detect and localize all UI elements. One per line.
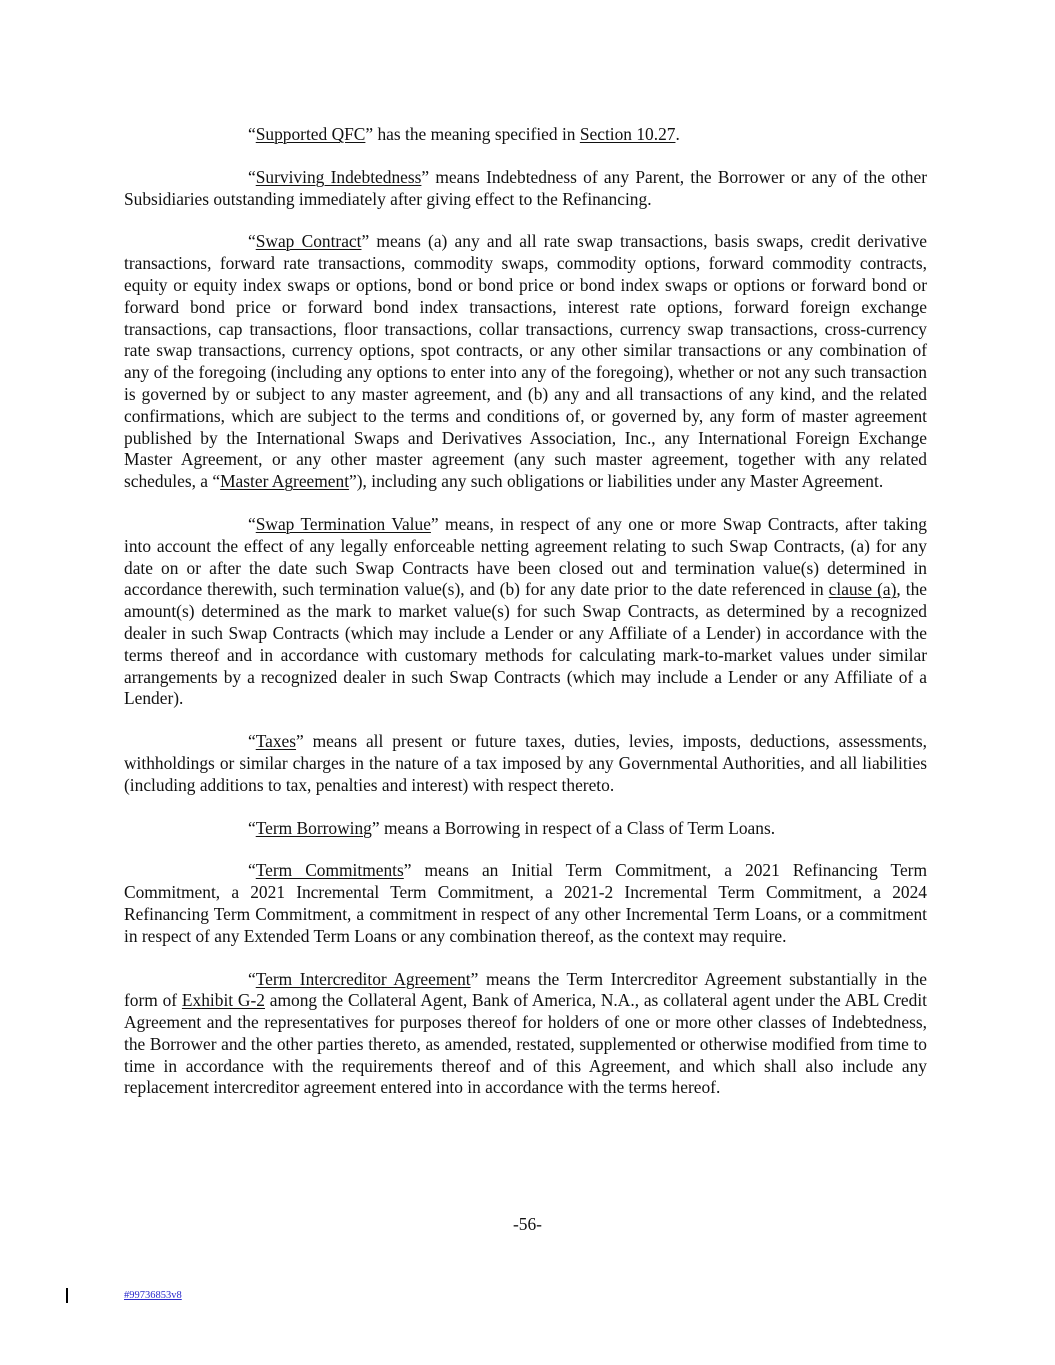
defined-term: Term Intercreditor Agreement bbox=[255, 968, 471, 989]
clause-reference: clause (a) bbox=[828, 579, 897, 600]
defined-term: Swap Termination Value bbox=[255, 513, 431, 534]
page-number: -56- bbox=[513, 1214, 542, 1234]
document-body bbox=[124, 124, 927, 1120]
section-reference: Section 10.27 bbox=[579, 124, 676, 144]
defined-term: Master Agreement bbox=[220, 471, 350, 492]
definition-supported-qfc: “Supported QFC” has the meaning specified in Section 10.27. bbox=[248, 124, 680, 144]
definition-taxes: “Taxes” means all present or future taxes, duties, levies, imposts, deductions, assessments, withholdings or similar charges in the nature of a tax imposed by any Governmental Authorities, and all liabilities (including additions to tax, penalties and interest) with respect thereto. bbox=[124, 731, 927, 795]
defined-term: Surviving Indebtedness bbox=[255, 166, 422, 187]
definition-swap-contract: “Swap Contract” means (a) any and all rate swap transactions, basis swaps, credit derivative transactions, forward rate transactions, commodity swaps, commodity options, forward commodity contracts, equity or equity index swaps or options, bond or bond price or bond index swaps or options or forward bond or forward bond price or forward bond index transactions, interest rate options, forward foreign exchange transactions, cap transactions, floor transactions, collar transactions, currency swap transactions, cross-currency rate swap transactions, currency options, spot contracts, or any other similar transactions or any combination of any of the foregoing (including any options to enter into any of the foregoing), whether or not any such transaction is governed by or subject to any master agreement, and (b) any and all transactions of any kind, and the related confirmations, which are subject to the terms and conditions of, or governed by, any form of master agreement published by the International Swaps and Derivatives Association, Inc., any International Foreign Exchange Master Agreement, or any other master agreement (any such master agreement, together with any related schedules, a “Master Agreement”), including any such obligations or liabilities under any Master Agreement. bbox=[124, 231, 928, 492]
definition-term-commitments: “Term Commitments” means an Initial Term Commitment, a 2021 Refinancing Term Commitment, a 2021 Incremental Term Commitment, a 2021-2 Incremental Term Commitment, a 2024 Refinancing Term Commitment, a commitment in respect of any other Incremental Term Loans, or a commitment in respect of any Extended Term Loans or any combination thereof, as the context may require. bbox=[124, 860, 927, 946]
definition-surviving-indebtedness: “Surviving Indebtedness” means Indebtedness of any Parent, the Borrower or any of the other Subsidiaries outstanding immediately after giving effect to the Refinancing. bbox=[124, 166, 927, 209]
defined-term: Taxes bbox=[255, 731, 297, 752]
exhibit-reference: Exhibit G-2 bbox=[181, 990, 265, 1011]
defined-term: Swap Contract bbox=[255, 231, 362, 252]
definition-term-borrowing: “Term Borrowing” means a Borrowing in respect of a Class of Term Loans. bbox=[248, 817, 776, 838]
definition-swap-termination-value: “Swap Termination Value” means, in respect of any one or more Swap Contracts, after taking into account the effect of any legally enforceable netting agreement relating to such Swap Contracts, (a) for any date on or after the date such Swap Contracts have been closed out and termination value(s) determined in accordance therewith, such termination value(s), and (b) for any date prior to the date referenced in clause (a), the amount(s) determined as the mark to market value(s) for such Swap Contracts, as determined by a recognized dealer in such Swap Contracts (which may include a Lender or any Affiliate of a Lender) in accordance with the terms thereof and in accordance with customary methods for calculating mark-to-market values under similar arrangements by a recognized dealer in such Swap Contracts (which may include a Lender or any Affiliate of a Lender). bbox=[124, 513, 927, 709]
definition-term-intercreditor-agreement: “Term Intercreditor Agreement” means the Term Intercreditor Agreement substantially in the form of Exhibit G-2 among the Collateral Agent, Bank of America, N.A., as collateral agent under the ABL Credit Agreement and the representatives for purposes thereof for holders of one or more other classes of Indebtedness, the Borrower and the other parties thereto, as amended, restated, supplemented or otherwise modified from time to time in accordance with the requirements thereof and of this Agreement, and which shall also include any replacement intercreditor agreement entered into in accordance with the terms hereof. bbox=[124, 968, 927, 1098]
document-id-link[interactable]: #99736853v8 bbox=[124, 1290, 182, 1301]
defined-term: Supported QFC bbox=[255, 124, 366, 144]
revision-change-bar bbox=[66, 1288, 68, 1303]
defined-term: Term Borrowing bbox=[255, 817, 372, 838]
defined-term: Term Commitments bbox=[255, 860, 404, 881]
